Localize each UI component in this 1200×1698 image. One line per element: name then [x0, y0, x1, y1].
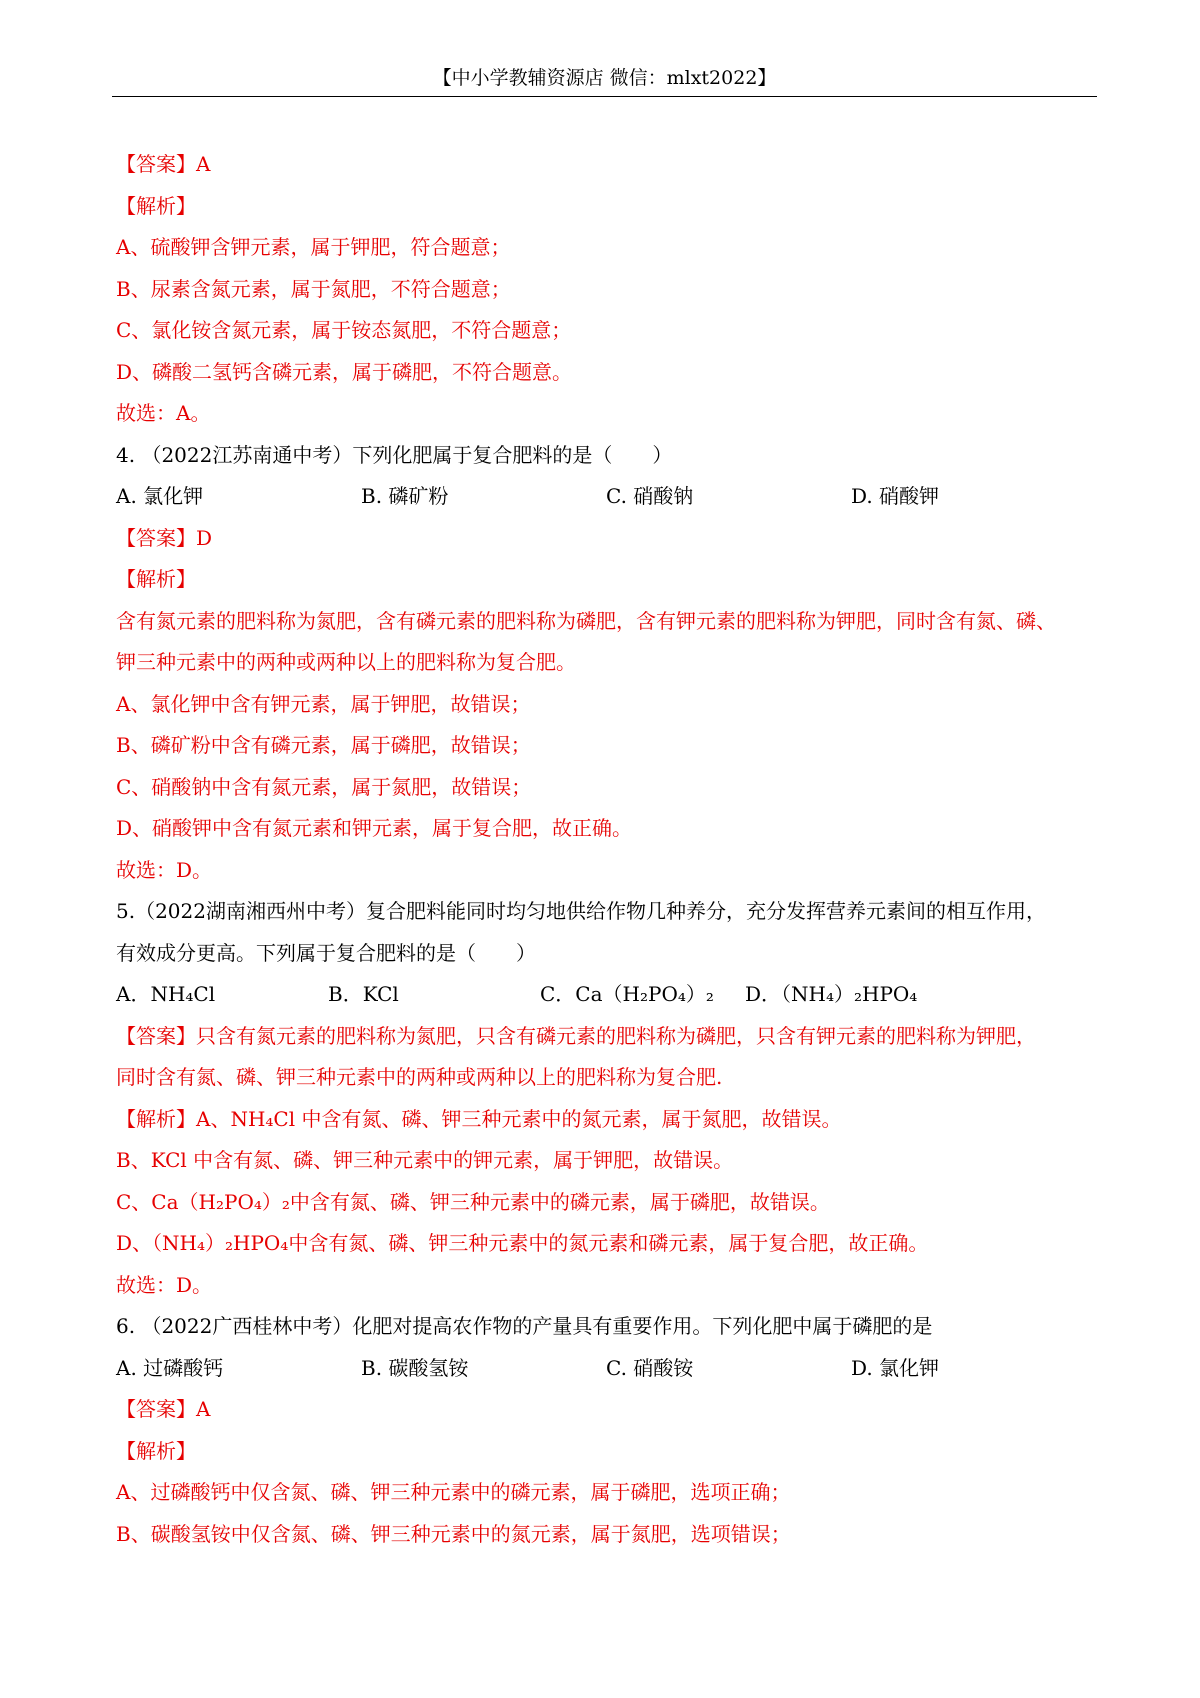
- q6-options: [116, 1348, 1096, 1390]
- text-line: 同时含有氮、磷、钾三种元素中的两种或两种以上的肥料称为复合肥.: [116, 1065, 723, 1089]
- q5-answer-block: [116, 1016, 1096, 1348]
- q5-option-d: D．（NH₄）₂HPO₄: [745, 982, 918, 1006]
- text-line: 【解析】A、NH₄Cl 中含有氮、磷、钾三种元素中的氮元素，属于氮肥，故错误。: [116, 1106, 842, 1131]
- text-line: B、KCl 中含有氮、磷、钾三种元素中的钾元素，属于钾肥，故错误。: [116, 1148, 734, 1172]
- text-line: B、尿素含氮元素，属于氮肥，不符合题意；: [116, 276, 511, 301]
- text-line: A、氯化钾中含有钾元素，属于钾肥，故错误；: [116, 691, 531, 716]
- q4-option-d: D. 硝酸钾: [851, 484, 940, 508]
- text-line: 【答案】A: [116, 152, 211, 176]
- text-line: A、过磷酸钙中仅含氮、磷、钾三种元素中的磷元素，属于磷肥，选项正确；: [116, 1480, 791, 1504]
- text-line: 6. （2022广西桂林中考）化肥对提高农作物的产量具有重要作用。下列化肥中属于磷肥的是: [116, 1314, 933, 1338]
- q6-answer-block: [116, 1389, 1096, 1555]
- q6-option-a: A. 过磷酸钙: [116, 1355, 224, 1380]
- text-line: 5.（2022湖南湘西州中考）复合肥料能同时均匀地供给作物几种养分，充分发挥营养元素间的相互作用，: [116, 899, 1046, 923]
- q6-option-b: B. 碳酸氢铵: [361, 1355, 469, 1380]
- q5-option-c: C．Ca（H₂PO₄）₂: [540, 982, 714, 1006]
- q5-option-a: A．NH₄Cl: [116, 982, 216, 1006]
- text-line: 故选：A。: [116, 401, 211, 425]
- text-line: C、硝酸钠中含有氮元素，属于氮肥，故错误；: [116, 774, 532, 799]
- q6-option-d: D. 氯化钾: [851, 1355, 940, 1380]
- q5-option-b: B．KCl: [328, 982, 399, 1006]
- text-line: D、（NH₄）₂HPO₄中含有氮、磷、钾三种元素中的氮元素和磷元素，属于复合肥，故正确。: [116, 1231, 929, 1255]
- text-line: B、碳酸氢铵中仅含氮、磷、钾三种元素中的氮元素，属于氮肥，选项错误；: [116, 1521, 791, 1546]
- text-line: 【答案】D: [116, 525, 213, 550]
- text-line: 【答案】A: [116, 1397, 211, 1421]
- text-line: 钾三种元素中的两种或两种以上的肥料称为复合肥。: [116, 650, 576, 674]
- text-line: 故选：D。: [116, 857, 213, 882]
- text-line: D、硝酸钾中含有氮元素和钾元素，属于复合肥，故正确。: [116, 816, 633, 840]
- text-line: 【解析】: [116, 567, 196, 591]
- q4-answer-block: [116, 518, 1096, 975]
- text-line: 【解析】: [116, 1438, 196, 1463]
- text-line: 有效成分更高。下列属于复合肥料的是（ ）: [116, 940, 536, 965]
- header-divider: [112, 96, 1097, 97]
- text-line: 【答案】只含有氮元素的肥料称为氮肥，只含有磷元素的肥料称为磷肥，只含有钾元素的肥料称为钾肥，: [116, 1023, 1036, 1048]
- document-body: [116, 144, 1096, 1555]
- page-header: 【中小学教辅资源店 微信：mlxt2022】: [432, 67, 777, 89]
- text-line: 含有氮元素的肥料称为氮肥，含有磷元素的肥料称为磷肥，含有钾元素的肥料称为钾肥，同时含有氮、磷、: [116, 608, 1056, 633]
- q4-option-a: A. 氯化钾: [116, 484, 204, 508]
- text-line: C、氯化铵含氮元素，属于铵态氮肥，不符合题意；: [116, 318, 572, 342]
- q4-option-c: C. 硝酸钠: [606, 484, 694, 508]
- text-line: 故选：D。: [116, 1272, 213, 1297]
- text-line: A、硫酸钾含钾元素，属于钾肥，符合题意；: [116, 235, 511, 259]
- q6-option-c: C. 硝酸铵: [606, 1355, 694, 1380]
- text-line: D、磷酸二氢钙含磷元素，属于磷肥，不符合题意。: [116, 359, 573, 384]
- q5-options: [116, 974, 1096, 1016]
- text-line: C、Ca（H₂PO₄）₂中含有氮、磷、钾三种元素中的磷元素，属于磷肥，故错误。: [116, 1189, 830, 1214]
- q4-option-b: B. 磷矿粉: [361, 484, 449, 508]
- text-line: 4. （2022江苏南通中考）下列化肥属于复合肥料的是（ ）: [116, 442, 673, 467]
- q4-options: [116, 476, 1096, 518]
- text-line: 【解析】: [116, 193, 196, 218]
- q3-answer-block: [116, 144, 1096, 476]
- text-line: B、磷矿粉中含有磷元素，属于磷肥，故错误；: [116, 733, 531, 757]
